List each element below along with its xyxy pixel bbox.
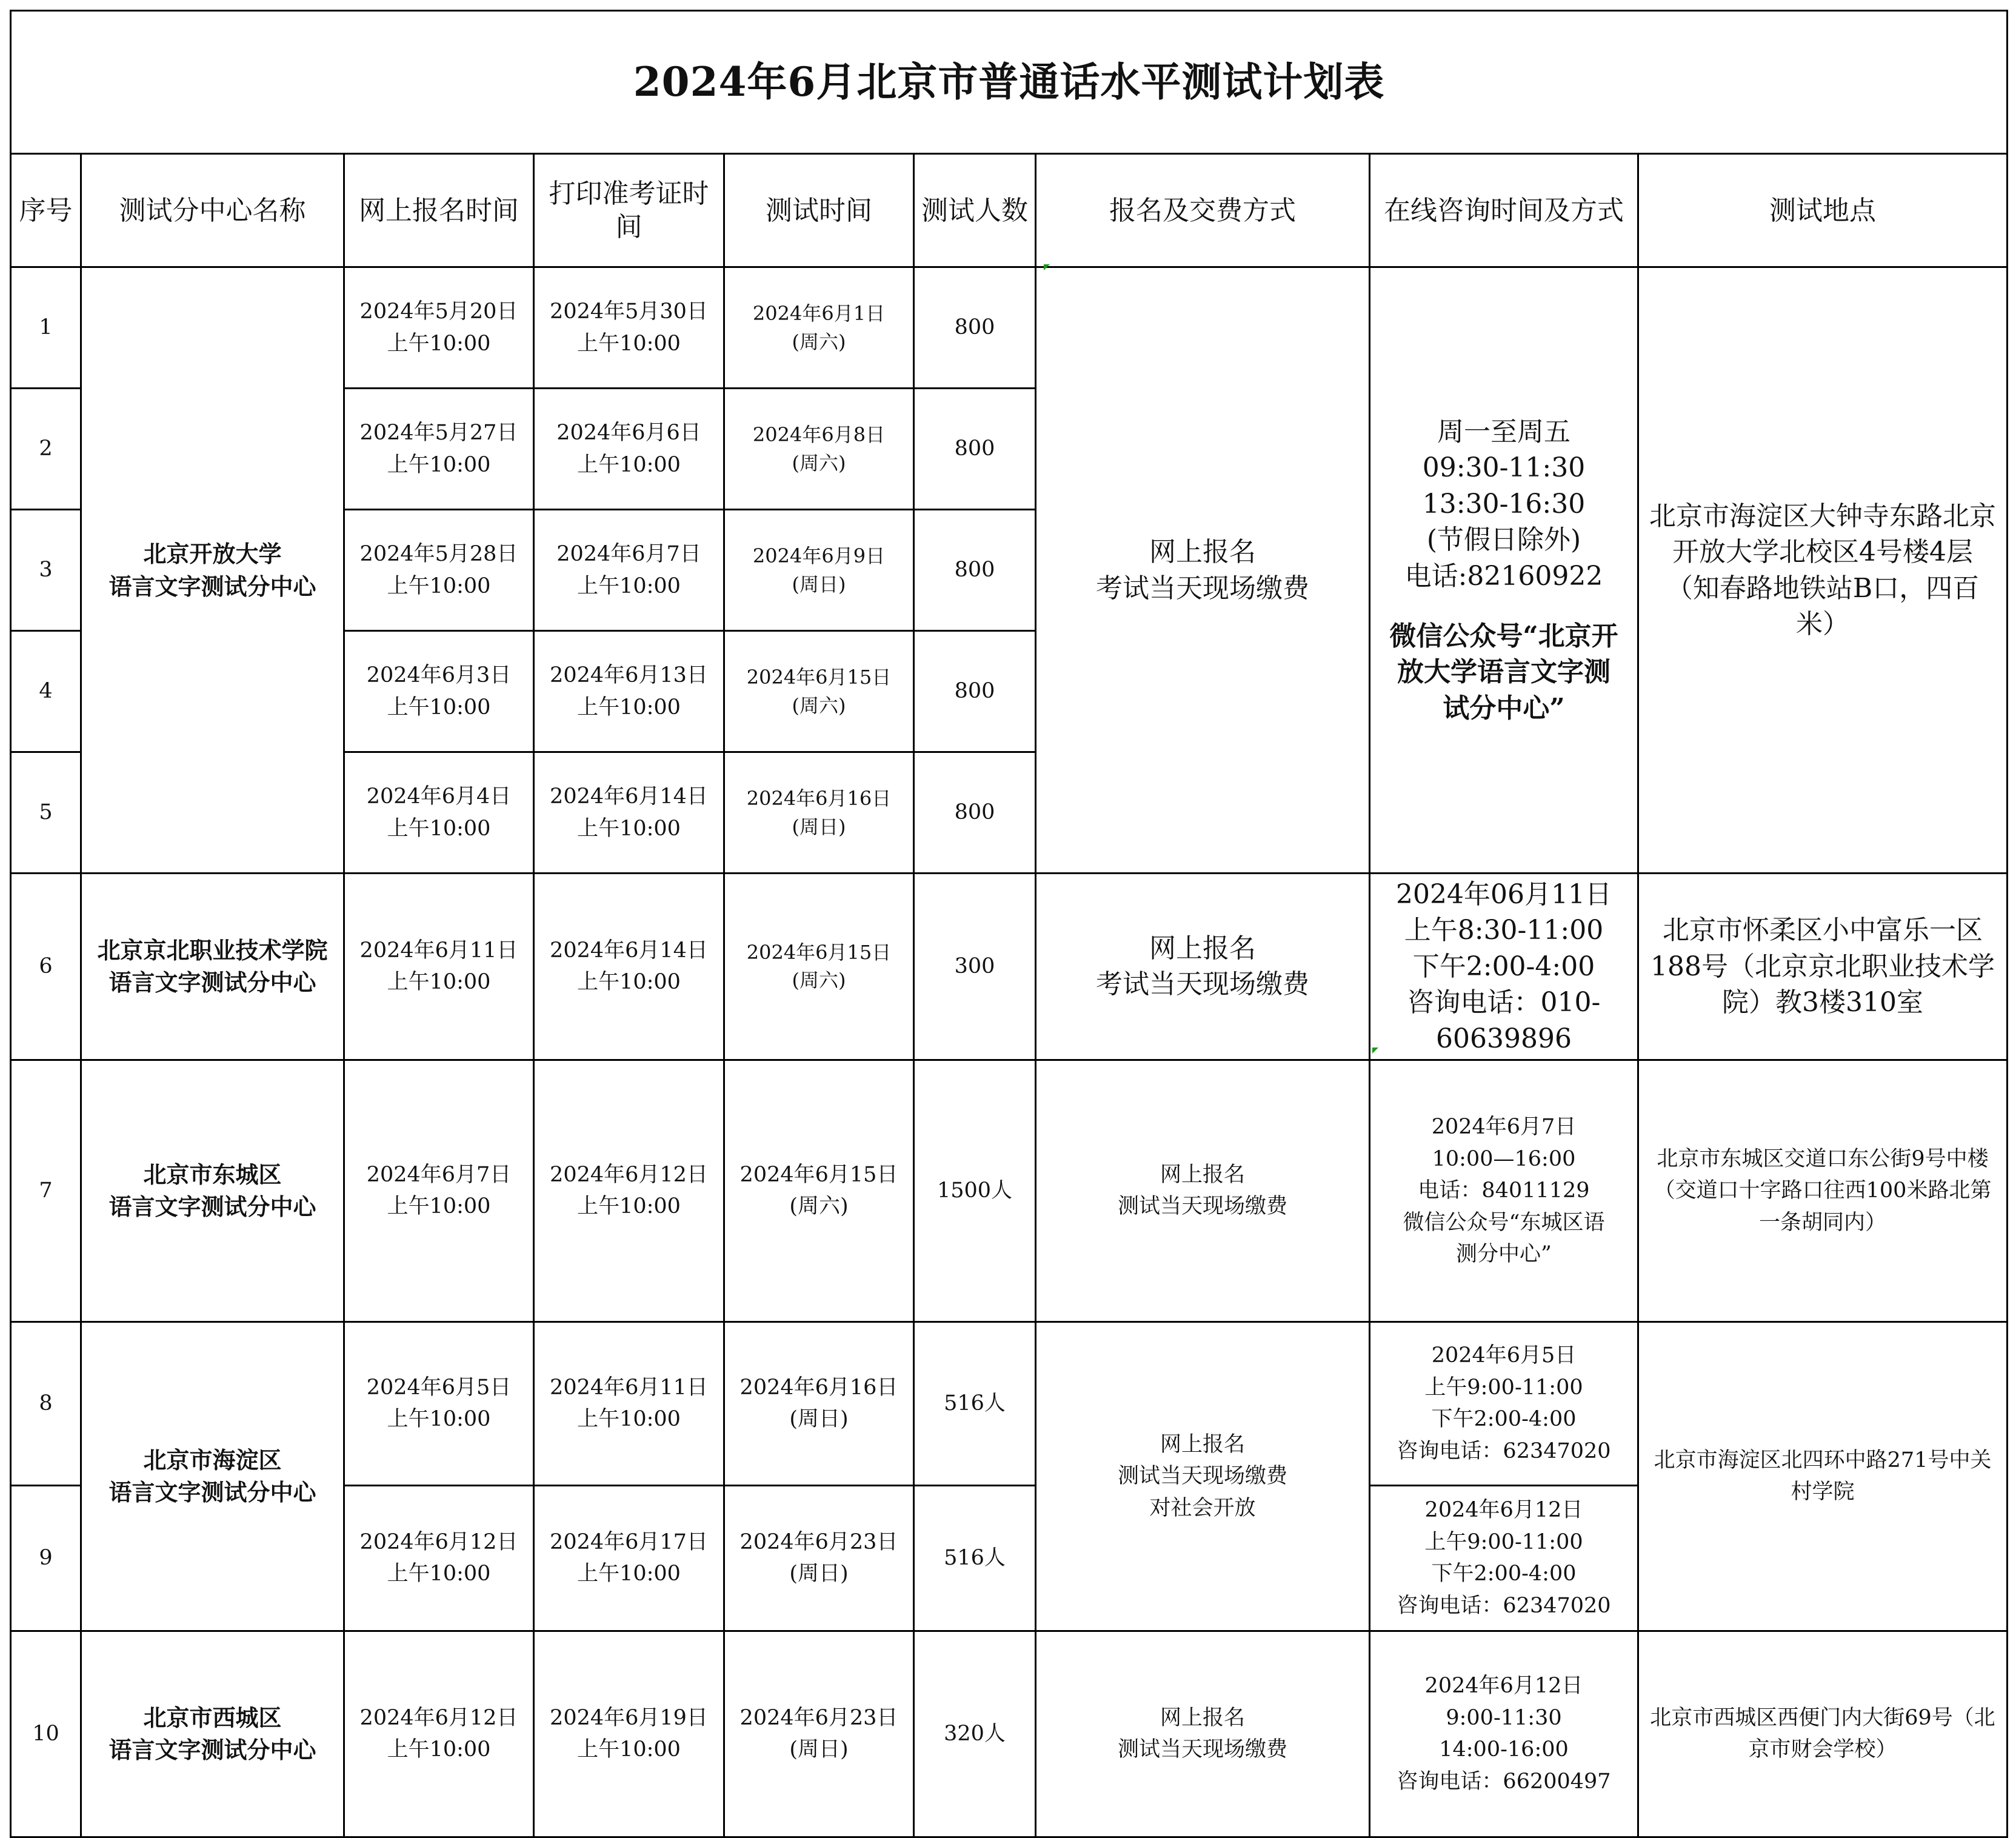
count-cell: 800 bbox=[914, 267, 1036, 389]
print-time-cell bbox=[534, 510, 724, 631]
reg-time-cell bbox=[344, 1322, 534, 1485]
header-payment: 报名及交费方式 bbox=[1036, 154, 1370, 267]
consult-cell-line: 上午8:30-11:00 bbox=[1404, 915, 1604, 946]
consult-cell bbox=[1370, 267, 1638, 874]
payment-cell-line: 网上报名 bbox=[1160, 1162, 1245, 1187]
payment-cell bbox=[1036, 1631, 1370, 1837]
header-location: 测试地点 bbox=[1638, 154, 2008, 267]
reg-time-cell-line: 2024年6月4日 bbox=[366, 784, 512, 809]
consult-cell-line: 下午2:00-4:00 bbox=[1431, 1407, 1577, 1432]
location-cell: 北京市海淀区大钟寺东路北京开放大学北校区4号楼4层（知春路地铁站B口，四百米） bbox=[1638, 267, 2008, 874]
seq-cell: 5 bbox=[11, 752, 81, 874]
print-time-cell-line: 2024年6月13日 bbox=[550, 663, 708, 687]
consult-cell-line: 2024年6月5日 bbox=[1431, 1343, 1577, 1368]
test-time-cell bbox=[724, 1060, 914, 1322]
payment-cell-line: 网上报名 bbox=[1149, 933, 1256, 964]
print-time-cell-line: 上午10:00 bbox=[577, 331, 681, 356]
test-time-cell-line: (周六) bbox=[792, 693, 846, 717]
seq-cell: 6 bbox=[11, 874, 81, 1060]
count-cell: 320人 bbox=[914, 1631, 1036, 1837]
consult-cell-line: 13:30-16:30 bbox=[1422, 488, 1586, 520]
seq-cell: 8 bbox=[11, 1322, 81, 1485]
center-name-cell bbox=[81, 267, 344, 874]
test-time-cell-line: (周日) bbox=[792, 572, 846, 596]
reg-time-cell-line: 2024年6月7日 bbox=[366, 1162, 512, 1187]
header-seq: 序号 bbox=[11, 154, 81, 267]
reg-time-cell-line: 2024年6月12日 bbox=[359, 1705, 518, 1730]
print-time-cell-line: 2024年6月19日 bbox=[550, 1705, 708, 1730]
consult-cell-line: 2024年6月12日 bbox=[1424, 1498, 1583, 1523]
header-row bbox=[11, 154, 2008, 267]
consult-cell-line: 咨询电话：010- bbox=[1407, 987, 1601, 1018]
test-time-cell-line: (周六) bbox=[792, 969, 846, 992]
count-cell: 800 bbox=[914, 510, 1036, 631]
test-time-cell bbox=[724, 1322, 914, 1485]
consult-cell-line: 上午9:00-11:00 bbox=[1424, 1375, 1583, 1400]
consult-cell-line: 10:00—16:00 bbox=[1432, 1146, 1576, 1171]
header-test-time: 测试时间 bbox=[724, 154, 914, 267]
print-time-cell-line: 上午10:00 bbox=[577, 970, 681, 995]
reg-time-cell-line: 2024年6月5日 bbox=[366, 1375, 512, 1400]
count-cell: 800 bbox=[914, 752, 1036, 874]
print-time-cell-line: 2024年6月7日 bbox=[556, 542, 701, 566]
test-time-cell-line: 2024年6月8日 bbox=[752, 423, 886, 447]
payment-cell-line: 测试当天现场缴费 bbox=[1117, 1464, 1287, 1489]
reg-time-cell bbox=[344, 389, 534, 510]
consult-cell-line: 60639896 bbox=[1436, 1023, 1572, 1054]
reg-time-cell-line: 上午10:00 bbox=[387, 1407, 491, 1432]
consult-cell-line: 2024年6月7日 bbox=[1431, 1115, 1577, 1140]
test-time-cell-line: 2024年6月1日 bbox=[752, 302, 886, 326]
reg-time-cell-line: 2024年5月20日 bbox=[359, 299, 518, 324]
reg-time-cell bbox=[344, 267, 534, 389]
seq-cell: 4 bbox=[11, 631, 81, 752]
print-time-cell bbox=[534, 631, 724, 752]
consult-cell-line: 09:30-11:30 bbox=[1422, 452, 1586, 484]
location-cell: 北京市海淀区北四环中路271号中关村学院 bbox=[1638, 1322, 2008, 1631]
consult-cell-line: 电话：84011129 bbox=[1418, 1178, 1590, 1203]
seq-cell: 9 bbox=[11, 1485, 81, 1631]
consult-cell-line: 下午2:00-4:00 bbox=[1431, 1562, 1577, 1586]
consult-cell-line: 咨询电话：66200497 bbox=[1397, 1769, 1611, 1794]
consult-cell-line: 2024年06月11日 bbox=[1396, 879, 1612, 910]
reg-time-cell-line: 上午10:00 bbox=[387, 452, 491, 477]
header-consult: 在线咨询时间及方式 bbox=[1370, 154, 1638, 267]
print-time-cell-line: 上午10:00 bbox=[577, 573, 681, 598]
test-time-cell-line: (周日) bbox=[789, 1737, 849, 1762]
test-time-cell bbox=[724, 752, 914, 874]
print-time-cell bbox=[534, 267, 724, 389]
print-time-cell-line: 2024年6月14日 bbox=[550, 784, 708, 809]
location-cell: 北京市东城区交道口东公街9号中楼（交道口十字路口往西100米路北第一条胡同内） bbox=[1638, 1060, 2008, 1322]
print-time-cell-line: 上午10:00 bbox=[577, 816, 681, 841]
test-time-cell bbox=[724, 510, 914, 631]
test-time-cell bbox=[724, 1485, 914, 1631]
test-time-cell-line: 2024年6月9日 bbox=[752, 544, 886, 568]
center-name-cell-line: 语言文字测试分中心 bbox=[108, 1193, 316, 1221]
seq-cell: 1 bbox=[11, 267, 81, 389]
print-time-cell-line: 2024年6月11日 bbox=[550, 1375, 708, 1400]
payment-cell bbox=[1036, 1060, 1370, 1322]
print-time-cell-line: 上午10:00 bbox=[577, 1407, 681, 1432]
print-time-cell bbox=[534, 1060, 724, 1322]
print-time-cell bbox=[534, 1631, 724, 1837]
location-cell: 北京市西城区西便门内大街69号（北京市财会学校） bbox=[1638, 1631, 2008, 1837]
consult-cell-line: 测分中心” bbox=[1456, 1242, 1552, 1267]
consult-cell-line: 周一至周五 bbox=[1437, 416, 1570, 447]
test-time-cell bbox=[724, 1631, 914, 1837]
print-time-cell-line: 上午10:00 bbox=[577, 1562, 681, 1586]
reg-time-cell bbox=[344, 1631, 534, 1837]
consult-cell-line: 2024年6月12日 bbox=[1424, 1674, 1583, 1699]
print-time-cell-line: 2024年5月30日 bbox=[550, 299, 708, 324]
payment-cell-line: 对社会开放 bbox=[1149, 1495, 1256, 1520]
reg-time-cell-line: 上午10:00 bbox=[387, 1737, 491, 1762]
print-time-cell-line: 2024年6月6日 bbox=[556, 421, 701, 445]
header-count: 测试人数 bbox=[914, 154, 1036, 267]
count-cell: 1500人 bbox=[914, 1060, 1036, 1322]
consult-cell-line: 9:00-11:30 bbox=[1446, 1705, 1562, 1730]
print-time-cell bbox=[534, 874, 724, 1060]
consult-cell-line: 下午2:00-4:00 bbox=[1412, 951, 1595, 982]
consult-cell bbox=[1370, 1485, 1638, 1631]
seq-cell: 3 bbox=[11, 510, 81, 631]
schedule-sheet bbox=[10, 10, 2006, 1825]
print-time-cell-line: 上午10:00 bbox=[577, 695, 681, 720]
table-row bbox=[11, 267, 2008, 389]
center-name-cell bbox=[81, 1060, 344, 1322]
payment-cell-line: 网上报名 bbox=[1160, 1705, 1245, 1730]
payment-cell-line: 测试当天现场缴费 bbox=[1117, 1737, 1287, 1762]
reg-time-cell bbox=[344, 1485, 534, 1631]
reg-time-cell bbox=[344, 874, 534, 1060]
center-name-cell bbox=[81, 874, 344, 1060]
print-time-cell-line: 上午10:00 bbox=[577, 1737, 681, 1762]
payment-cell bbox=[1036, 874, 1370, 1060]
reg-time-cell-line: 上午10:00 bbox=[387, 816, 491, 841]
payment-cell bbox=[1036, 267, 1370, 874]
test-time-cell bbox=[724, 389, 914, 510]
reg-time-cell bbox=[344, 631, 534, 752]
test-time-cell-line: (周日) bbox=[789, 1562, 849, 1586]
consult-cell-line: 咨询电话：62347020 bbox=[1397, 1439, 1611, 1463]
header-print-time: 打印准考证时间 bbox=[534, 154, 724, 267]
center-name-cell-line: 语言文字测试分中心 bbox=[108, 572, 316, 600]
print-time-cell-line: 2024年6月14日 bbox=[550, 938, 708, 963]
center-name-cell-line: 语言文字测试分中心 bbox=[108, 1479, 316, 1506]
center-name-cell-line: 北京开放大学 bbox=[143, 540, 282, 568]
consult-cell-line: (节假日除外) bbox=[1426, 524, 1581, 556]
table-row bbox=[11, 874, 2008, 1060]
schedule-table bbox=[10, 10, 2008, 1838]
table-row bbox=[11, 1060, 2008, 1322]
consult-cell bbox=[1370, 1322, 1638, 1485]
payment-cell-line: 考试当天现场缴费 bbox=[1096, 969, 1309, 1000]
header-center-name: 测试分中心名称 bbox=[81, 154, 344, 267]
center-name-cell-line: 北京市西城区 bbox=[143, 1704, 282, 1732]
count-cell: 800 bbox=[914, 389, 1036, 510]
table-row bbox=[11, 1322, 2008, 1485]
reg-time-cell-line: 上午10:00 bbox=[387, 331, 491, 356]
reg-time-cell-line: 上午10:00 bbox=[387, 970, 491, 995]
test-time-cell-line: (周日) bbox=[789, 1407, 849, 1432]
payment-cell-line: 测试当天现场缴费 bbox=[1117, 1194, 1287, 1219]
print-time-cell bbox=[534, 389, 724, 510]
count-cell: 300 bbox=[914, 874, 1036, 1060]
location-cell: 北京市怀柔区小中富乐一区188号（北京京北职业技术学院）教3楼310室 bbox=[1638, 874, 2008, 1060]
test-time-cell-line: 2024年6月15日 bbox=[746, 666, 892, 689]
test-time-cell-line: (周六) bbox=[789, 1194, 849, 1219]
reg-time-cell-line: 2024年6月12日 bbox=[359, 1529, 518, 1554]
consult-cell bbox=[1370, 1631, 1638, 1837]
consult-cell bbox=[1370, 874, 1638, 1060]
test-time-cell-line: 2024年6月16日 bbox=[739, 1375, 898, 1400]
center-name-cell-line: 北京市海淀区 bbox=[143, 1446, 282, 1474]
center-name-cell-line: 北京市东城区 bbox=[143, 1161, 282, 1189]
count-cell: 516人 bbox=[914, 1485, 1036, 1631]
test-time-cell-line: 2024年6月23日 bbox=[739, 1529, 898, 1554]
center-name-cell-line: 语言文字测试分中心 bbox=[108, 1736, 316, 1764]
print-time-cell-line: 2024年6月12日 bbox=[550, 1162, 708, 1187]
consult-cell-line: 电话:82160922 bbox=[1404, 560, 1603, 592]
print-time-cell bbox=[534, 1485, 724, 1631]
center-name-cell-line: 北京京北职业技术学院 bbox=[97, 937, 328, 964]
test-time-cell-line: 2024年6月23日 bbox=[739, 1705, 898, 1730]
table-title: 2024年6月北京市普通话水平测试计划表 bbox=[11, 11, 2008, 154]
test-time-cell-line: (周日) bbox=[792, 815, 846, 838]
reg-time-cell bbox=[344, 1060, 534, 1322]
payment-cell-line: 网上报名 bbox=[1149, 536, 1256, 568]
consult-cell-line: 14:00-16:00 bbox=[1439, 1737, 1569, 1762]
reg-time-cell-line: 上午10:00 bbox=[387, 1194, 491, 1219]
test-time-cell-line: 2024年6月15日 bbox=[739, 1162, 898, 1187]
count-cell: 800 bbox=[914, 631, 1036, 752]
reg-time-cell-line: 2024年6月11日 bbox=[359, 938, 518, 963]
print-time-cell-line: 2024年6月17日 bbox=[550, 1529, 708, 1554]
consult-cell bbox=[1370, 1060, 1638, 1322]
payment-cell bbox=[1036, 1322, 1370, 1631]
payment-cell-line: 考试当天现场缴费 bbox=[1096, 572, 1309, 604]
test-time-cell-line: (周六) bbox=[792, 330, 846, 353]
reg-time-cell-line: 2024年5月28日 bbox=[359, 542, 518, 566]
reg-time-cell-line: 上午10:00 bbox=[387, 695, 491, 720]
consult-cell-line: 咨询电话：62347020 bbox=[1397, 1593, 1611, 1618]
reg-time-cell-line: 上午10:00 bbox=[387, 1562, 491, 1586]
reg-time-cell-line: 2024年6月3日 bbox=[366, 663, 512, 687]
consult-cell-line: 上午9:00-11:00 bbox=[1424, 1529, 1583, 1554]
payment-cell-line: 网上报名 bbox=[1160, 1432, 1245, 1457]
center-name-cell bbox=[81, 1322, 344, 1631]
print-time-cell-line: 上午10:00 bbox=[577, 1194, 681, 1219]
consult-cell-line: 微信公众号“东城区语 bbox=[1403, 1210, 1605, 1235]
print-time-cell bbox=[534, 1322, 724, 1485]
test-time-cell bbox=[724, 267, 914, 389]
print-time-cell-line: 上午10:00 bbox=[577, 452, 681, 477]
test-time-cell bbox=[724, 631, 914, 752]
reg-time-cell-line: 2024年5月27日 bbox=[359, 421, 518, 445]
reg-time-cell-line: 上午10:00 bbox=[387, 573, 491, 598]
test-time-cell-line: 2024年6月15日 bbox=[746, 941, 892, 964]
reg-time-cell bbox=[344, 752, 534, 874]
consult-wechat: 微信公众号“北京开放大学语言文字测试分中心” bbox=[1389, 620, 1618, 724]
reg-time-cell bbox=[344, 510, 534, 631]
count-cell: 516人 bbox=[914, 1322, 1036, 1485]
header-reg-time: 网上报名时间 bbox=[344, 154, 534, 267]
test-time-cell bbox=[724, 874, 914, 1060]
seq-cell: 2 bbox=[11, 389, 81, 510]
seq-cell: 7 bbox=[11, 1060, 81, 1322]
seq-cell: 10 bbox=[11, 1631, 81, 1837]
center-name-cell-line: 语言文字测试分中心 bbox=[108, 969, 316, 997]
test-time-cell-line: (周六) bbox=[792, 451, 846, 475]
table-row bbox=[11, 1631, 2008, 1837]
test-time-cell-line: 2024年6月16日 bbox=[746, 787, 892, 810]
print-time-cell bbox=[534, 752, 724, 874]
center-name-cell bbox=[81, 1631, 344, 1837]
